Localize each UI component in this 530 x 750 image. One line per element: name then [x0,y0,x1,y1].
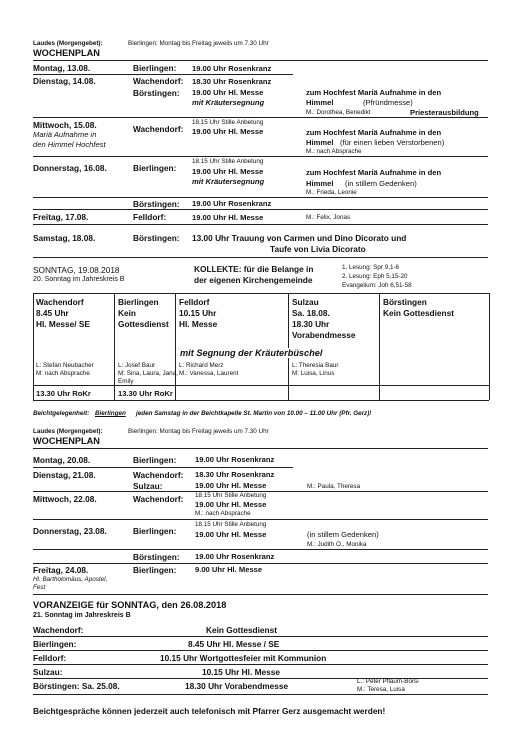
w1-note2-tue2: Himmel [306,98,334,107]
w2-pre-thu: 18.15 Uhr Stille Anbetung [195,521,267,528]
w1-note1-wed: zum Hochfest Mariä Aufnahme in den [306,128,442,137]
rule [33,549,488,550]
w1-time-fri: 19.00 Uhr Hl. Messe [192,213,264,222]
w2-day-wed: Mittwoch, 22.08. [33,494,97,504]
s1-col2-small1: L: Josef Baur [118,362,156,369]
w2-time-tue: 18.30 Uhr Rosenkranz [195,470,275,479]
w1-place-mon: Bierlingen: [133,63,177,73]
v-place-4: Börstingen: Sa. 25.08. [33,681,120,691]
w2-place-wed: Wachendorf: [133,494,184,504]
rule [33,664,488,665]
s1-col4-l2: Sa. 18.08. [292,308,330,318]
w1-daysub1-wed: Mariä Aufnahme in [33,130,97,139]
week2-title: WOCHENPLAN [33,436,100,446]
rule [33,224,488,225]
w1-note1-tue2: zum Hochfest Mariä Aufnahme in den [306,88,442,97]
s1-col4-l4: Vorabendmesse [292,330,356,340]
w1-place-sat: Börstingen: [133,233,180,243]
w2-day-mon: Montag, 20.08. [33,455,91,465]
w2-place-tue: Wachendorf: [133,470,184,480]
w1-place-wed: Wachendorf: [133,124,184,134]
w1-place-fri: Felldorf: [133,212,167,222]
w1-note2b-thu: (in stillem Gedenken) [345,179,417,188]
w1-place-thu: Bierlingen: [133,163,177,173]
v-small2-4: M.: Teresa, Luisa [357,686,405,693]
w1-note2b-wed: (für einen lieben Verstorbenen) [340,138,445,147]
evangelium: Evangelium: Joh 6,51-58 [342,282,412,289]
w1-right-tue2: Priesterausbildung [410,108,479,117]
v-text-0: Kein Gottesdienst [206,625,277,635]
rule [33,448,488,449]
w2-place-thu: Bierlingen: [133,526,177,536]
w2-daysub1-fri: Hl. Bartholomäus, Apostel, [33,576,108,583]
rule [33,467,293,468]
s1-col4-small1: L: Theresia Baur [292,362,339,369]
s1-col1-small2: M: nach Absprache [36,370,90,377]
w2-day-fri: Freitag, 24.08. [33,565,89,575]
v-text-2: 10.15 Uhr Wortgottesfeier mit Kommunion [160,653,327,663]
sunday1-sub: 20. Sonntag im Jahreskreis B [33,276,125,283]
v-text-1: 8.45 Uhr Hl. Messe / SE [188,639,280,649]
w1-small-thu: M.: Frieda, Leonie [306,189,357,196]
w1-day-mon: Montag, 13.08. [33,63,91,73]
laudes2-label: Laudes (Morgengebet): [33,428,103,435]
v-place-1: Bierlingen: [33,639,77,649]
rule [33,678,488,679]
rule [33,257,488,258]
s1-col4-small2: M: Luisa, Linus [292,370,335,377]
s1-col4-l3: 18.30 Uhr [292,319,330,329]
s1-col2-small2: M: Sina, Laura, Jana, [118,370,178,377]
table-vrule [489,293,490,400]
w1-daysub2-wed: den Himmel Hochfest [33,140,106,149]
kollekte-line2: der eigenen Kirchengemeinde [194,275,313,285]
table-vrule [175,293,176,400]
w1-day-tue: Dienstag, 14.08. [33,76,96,86]
rule [33,694,488,695]
s1-col5-l1: Börstingen [383,297,427,307]
w1-pre-thu: 18.15 Uhr Stille Anbetung [192,158,264,165]
rule [33,519,488,520]
beicht-text: jeden Samstag in der Beichtkapelle St. Martin von 10.00 – 11.00 Uhr (Pfr. Gerz)! [136,410,372,417]
v-text-4: 18.30 Uhr Vorabendmesse [185,681,289,691]
rule [33,563,488,564]
s1-col3-l2: 10.15 Uhr [179,308,217,318]
w1-day-wed: Mittwoch, 15.08. [33,120,97,130]
s1-col2-foot: 13.30 Uhr RoKr [118,389,173,398]
w1-note1-thu: zum Hochfest Mariä Aufnahme in den [306,168,442,177]
w1-time-mon: 19.00 Uhr Rosenkranz [192,64,272,73]
s1-col1-l1: Wachendorf [36,297,84,307]
w2-place-thu2: Börstingen: [133,552,180,562]
w1-extra-thu: mit Kräutersegnung [192,177,265,186]
table-vrule [379,293,380,400]
table-vrule [288,293,289,400]
lesung2: 2. Lesung: Eph 5,15-20 [342,273,408,280]
s1-col2-l1: Bierlingen [118,297,159,307]
rule [33,60,488,61]
w1-time-tue: 18.30 Uhr Rosenkranz [192,77,272,86]
rule [33,209,488,210]
w1-extra-tue2: mit Kräutersegnung [192,98,265,107]
s1-col3-l3: Hl. Messe [179,319,218,329]
beicht-label: Beichtgelegenheit: [33,410,90,417]
s1-col2-l2: Kein [118,308,136,318]
w2-day-tue: Dienstag, 21.08. [33,470,96,480]
laudes-text: Bierlingen: Montag bis Freitag jeweils um 7.30 Uhr [128,40,269,47]
w1-day-thu: Donnerstag, 16.08. [33,163,107,173]
rule [33,594,488,595]
s1-col3-small1: L: Richard Merz [179,362,224,369]
w2-time-fri: 9.00 Uhr Hl. Messe [195,565,263,574]
w2-small-thu: M.: Judith O., Monika [307,541,367,548]
v-place-3: Sulzau: [33,667,63,677]
w2-place-fri: Bierlingen: [133,565,177,575]
v-small1-4: L.: Peter Pflaum-Borsi [357,678,419,685]
w1-small-wed: M.: nach Absprache [306,148,362,155]
w1-note2-wed: Himmel [306,138,334,147]
v-text-3: 10.15 Uhr Hl. Messe [202,667,280,677]
voranzeige-title: VORANZEIGE für SONNTAG, den 26.08.2018 [33,600,227,610]
w1-pre-wed: 18.15 Uhr Stille Anbetung [192,119,264,126]
w1-time-thu2: 19.00 Uhr Rosenkranz [192,199,272,208]
w2-time-thu2: 19.00 Uhr Rosenkranz [195,552,275,561]
s1-col1-small1: L: Stefan Neubacher [36,362,94,369]
sunday1-date: SONNTAG, 19.08.2018 [33,265,120,275]
table-vrule [114,293,115,400]
w2-time-thu: 19.00 Uhr Hl. Messe [195,530,267,539]
rule [33,636,488,637]
w2-place-tue2: Sulzau: [133,481,163,491]
s1-col1-l2: 8.45 Uhr [36,308,69,318]
s1-col4-l1: Sulzau [292,297,319,307]
w2-small-wed: M.: nach Absprache [195,510,251,517]
w1-place-thu2: Börstingen: [133,199,180,209]
w2-day-thu: Donnerstag, 23.08. [33,526,107,536]
s1-col2-l3: Gottesdienst [118,319,169,329]
w2-small-tue2: M.: Paula, Theresa [307,483,361,490]
week1-title: WOCHENPLAN [33,48,100,58]
lesung1: 1. Lesung: Spr 9,1-6 [342,264,400,271]
rule [33,650,488,651]
table-rule [33,293,489,294]
w1-small-fri: M.: Felix, Jonas [306,214,351,221]
w1-place-tue2: Börstingen: [133,88,180,98]
s1-col3-small2: M.: Vanessa, Laurent [179,370,239,377]
s1-col2-small3: Emily [118,378,134,385]
w1-day-sat: Samstag, 18.08. [33,233,96,243]
beicht-place: Bierlingen [95,410,126,417]
w1-note2-thu: Himmel [306,179,334,188]
v-place-2: Felldorf: [33,653,67,663]
w2-time-mon: 19.00 Uhr Rosenkranz [195,455,275,464]
s1-col1-l3: Hl. Messe/ SE [36,319,90,329]
w2-daysub2-fri: Fest [33,584,46,591]
w1-place-tue: Wachendorf: [133,76,184,86]
table-rule [33,385,489,386]
w1-small-tue2: M.: Dorothea, Benedikt [306,109,371,116]
rule [33,74,293,75]
w2-place-mon: Bierlingen: [133,455,177,465]
table-rule [33,400,489,401]
rule [33,197,488,198]
laudes-label: Laudes (Morgengebet): [33,40,103,47]
kollekte-line1: KOLLEKTE: für die Belange in [194,264,314,274]
w1-time-thu: 19.00 Uhr Hl. Messe [192,167,264,176]
s1-col3-l1: Felldorf [179,297,210,307]
w1-time-tue2: 19.00 Uhr Hl. Messe [192,88,264,97]
v-place-0: Wachendorf: [33,625,84,635]
w1-time-sat: 13.00 Uhr Trauung von Carmen und Dino Dicorato und [192,233,407,243]
rule [33,117,488,118]
rule [33,156,488,157]
laudes2-text: Bierlingen: Montag bis Freitag jeweils um 7.30 Uhr [128,428,269,435]
w2-time-tue2: 19.00 Uhr Hl. Messe [195,481,267,490]
w2-time-wed: 19.00 Uhr Hl. Messe [195,500,267,509]
s1-col5-l2: Kein Gottesdienst [383,308,454,318]
footer-note: Beichtgespräche können jederzeit auch telefonisch mit Pfarrer Gerz ausgemacht werden! [33,706,386,716]
s1-col1-foot: 13.30 Uhr RoKr [36,389,91,398]
w2-note2b-thu: (in stillem Gedenken) [307,530,379,539]
w1-time2-sat: Taufe von Livia Dicorato [270,244,366,254]
w1-note2b-tue2: (Pfründmesse) [363,98,413,107]
w1-day-fri: Freitag, 17.08. [33,212,89,222]
voranzeige-sub: 21. Sonntag im Jahreskreis B [33,612,131,619]
segnung-banner: mit Segnung der Kräuterbüschel [180,348,323,358]
w2-pre-wed: 18.15 Uhr Stille Anbetung [195,492,267,499]
table-vrule [33,293,34,400]
w1-time-wed: 19.00 Uhr Hl. Messe [192,127,264,136]
